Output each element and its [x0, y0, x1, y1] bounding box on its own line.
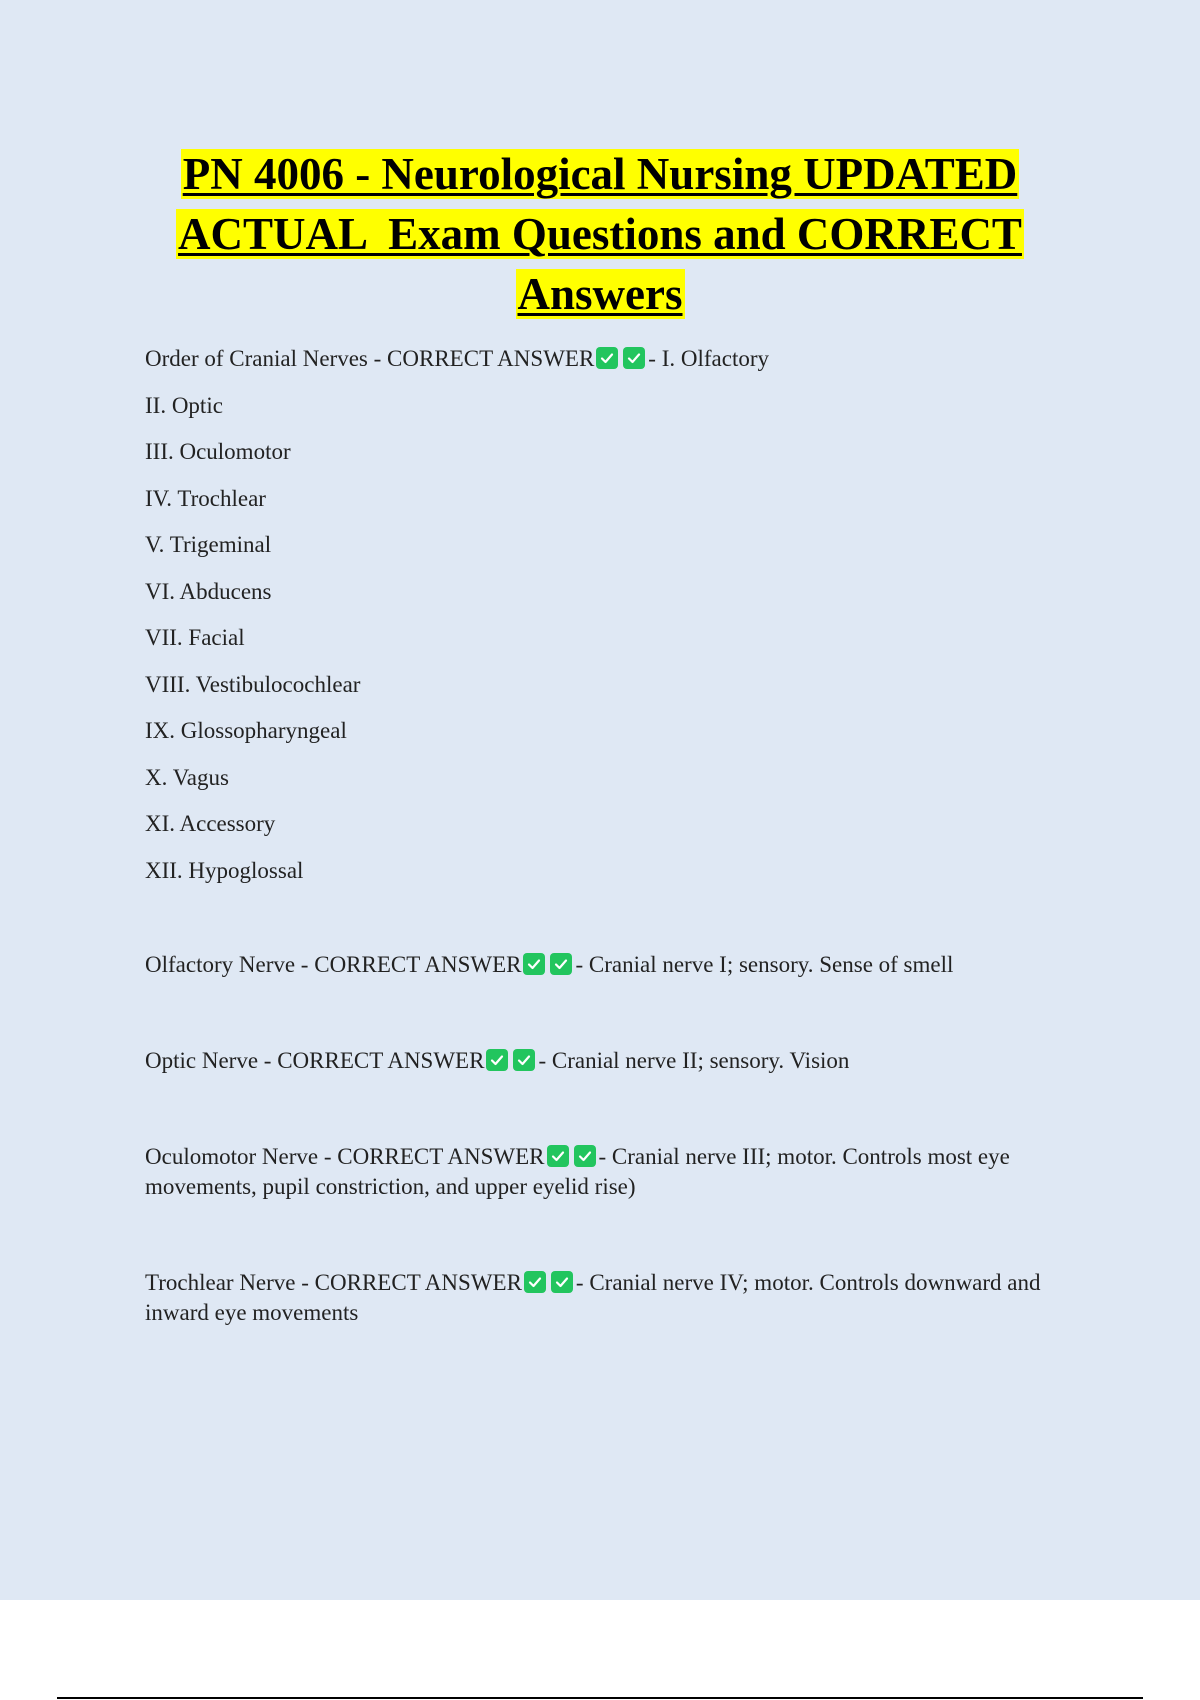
check-mark-icon — [513, 1049, 535, 1071]
answer-label: CORRECT ANSWER — [387, 346, 595, 371]
title-line-2: ACTUAL Exam Questions and CORRECT — [178, 209, 1022, 259]
nerve-list-item: X. Vagus — [145, 764, 229, 790]
document-title — [100, 144, 1100, 324]
nerve-list-item: IV. Trochlear — [145, 485, 266, 511]
title-line-3: Answers — [517, 269, 683, 319]
check-mark-icon — [551, 1271, 573, 1293]
check-mark-icon — [486, 1049, 508, 1071]
qa-item-oculomotor-nerve — [145, 1142, 1075, 1202]
check-mark-icon — [574, 1145, 596, 1167]
title-line-1: PN 4006 - Neurological Nursing UPDATED — [182, 149, 1018, 199]
answer-text: - I. Olfactory — [648, 346, 769, 371]
question-term: Oculomotor Nerve - — [145, 1143, 338, 1169]
answer-text: - Cranial nerve I; sensory. Sense of smell — [575, 951, 954, 977]
qa-content — [145, 344, 1075, 1328]
qa-item-optic-nerve — [145, 1046, 1075, 1076]
nerve-list-item: III. Oculomotor — [145, 439, 291, 464]
qa-item-olfactory-nerve — [145, 950, 1075, 980]
check-mark-icon — [524, 1271, 546, 1293]
qa-item-cranial-nerves-order — [145, 344, 1075, 374]
question-term: Order of Cranial Nerves - — [145, 346, 388, 371]
check-mark-icon — [547, 1145, 569, 1167]
nerve-list-item: IX. Glossopharyngeal — [145, 718, 347, 743]
nerve-list-item: VII. Facial — [145, 625, 245, 650]
answer-label: CORRECT ANSWER — [314, 951, 522, 977]
answer-label: CORRECT ANSWER — [314, 1269, 522, 1295]
answer-text: - Cranial nerve II; sensory. Vision — [538, 1047, 850, 1073]
question-term: Olfactory Nerve - — [145, 951, 315, 977]
check-mark-icon — [596, 347, 618, 369]
nerve-list-item: II. Optic — [145, 392, 223, 418]
answer-text: - Cranial nerve III; motor. Controls most eye movements, pupil constriction, and upper eyelid rise) — [145, 1143, 1010, 1199]
nerve-list-item: XI. Accessory — [145, 811, 276, 836]
footer-divider — [57, 1697, 1143, 1699]
answer-label: CORRECT ANSWER — [337, 1143, 545, 1169]
nerve-list-item: XII. Hypoglossal — [145, 857, 304, 883]
question-term: Trochlear Nerve - — [145, 1269, 315, 1295]
check-mark-icon — [550, 953, 572, 975]
nerve-list-item: VI. Abducens — [145, 578, 272, 604]
nerve-list-item: VIII. Vestibulocochlear — [145, 671, 361, 697]
check-mark-icon — [623, 347, 645, 369]
qa-item-trochlear-nerve — [145, 1268, 1075, 1328]
check-mark-icon — [523, 953, 545, 975]
nerve-list-item: V. Trigeminal — [145, 532, 272, 557]
answer-label: CORRECT ANSWER — [277, 1047, 485, 1073]
question-term: Optic Nerve - — [145, 1047, 278, 1073]
answer-text: - Cranial nerve IV; motor. Controls downward and inward eye movements — [145, 1269, 1041, 1325]
